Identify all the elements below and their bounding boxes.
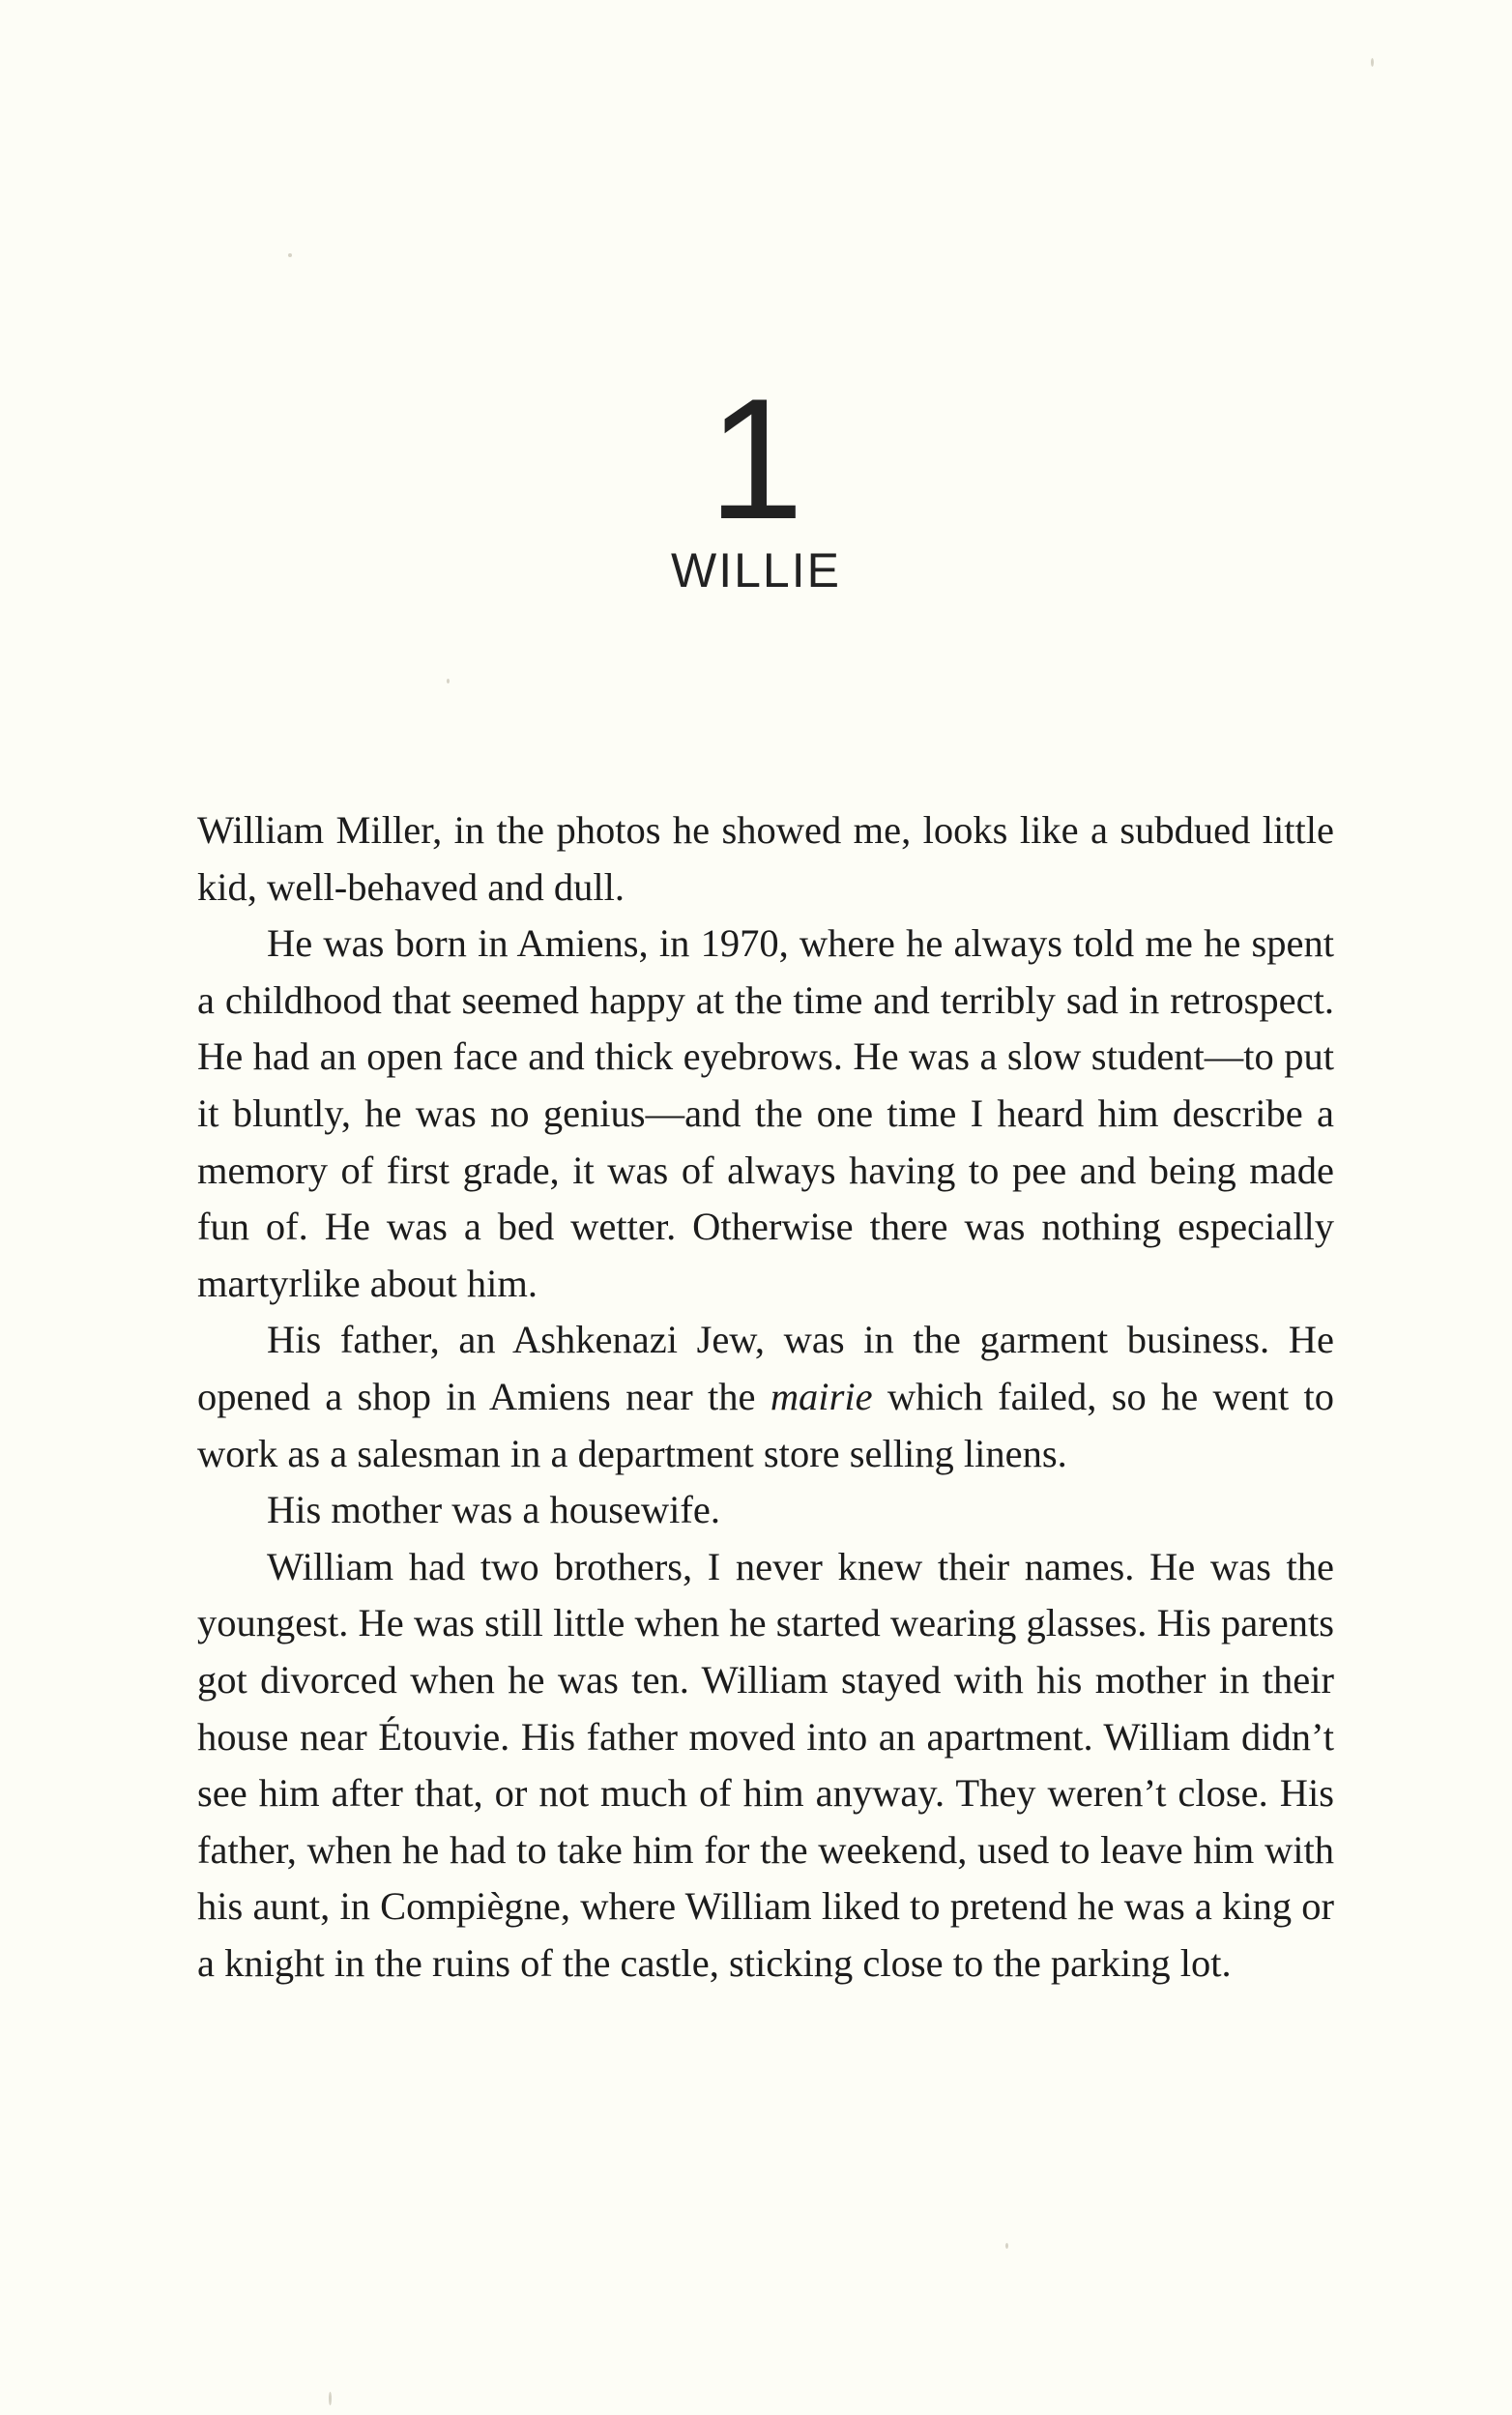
scan-speck bbox=[288, 253, 292, 257]
scan-speck bbox=[1005, 2243, 1008, 2249]
paragraph-text: which failed, so he went to work as a salesman in a department store selling linens. bbox=[197, 1374, 1334, 1475]
paragraph-text: William Miller, in the photos he showed me, looks like a subdued little kid, well-behaved and dull. bbox=[197, 808, 1334, 909]
paragraph-5 bbox=[197, 1539, 1334, 1993]
scan-speck bbox=[329, 2392, 332, 2405]
chapter-body bbox=[197, 802, 1334, 1992]
paragraph-text: He was born in Amiens, in 1970, where he always told me he spent a childhood that seemed happy at the time and terribly sad in retrospect. He had an open face and thick eyebrows. He was a slow student—to put it bluntly, he was no genius—and the one time I heard him describe a memory of first grade, it was of always having to pee and being made fun of. He was a bed wetter. Otherwise there was nothing especially martyrlike about him. bbox=[197, 921, 1334, 1305]
paragraph-2 bbox=[197, 916, 1334, 1312]
paragraph-4 bbox=[197, 1482, 1334, 1539]
italic-term: mairie bbox=[770, 1374, 873, 1418]
chapter-title: WILLIE bbox=[671, 543, 841, 597]
paragraph-text: William had two brothers, I never knew their names. He was the youngest. He was still little when he started wearing glasses. His parents got divorced when he was ten. William stayed with his mother in their house near Étouvie. His father moved into an apartment. William didn’t see him after that, or not much of him anyway. They weren’t close. His father, when he had to take him for the weekend, used to leave him with his aunt, in Compiègne, where William liked to pretend he was a king or a knight in the ruins of the castle, sticking close to the parking lot. bbox=[197, 1544, 1334, 1985]
paragraph-3 bbox=[197, 1312, 1334, 1482]
scan-speck bbox=[1371, 58, 1374, 67]
chapter-number: 1 bbox=[708, 363, 804, 555]
paragraph-text: His father, an Ashkenazi Jew, was in the garment business. He opened a shop in Amiens near the bbox=[197, 1318, 1334, 1418]
paragraph-1 bbox=[197, 802, 1334, 916]
scan-speck bbox=[447, 679, 450, 684]
paragraph-text: His mother was a housewife. bbox=[267, 1488, 721, 1532]
